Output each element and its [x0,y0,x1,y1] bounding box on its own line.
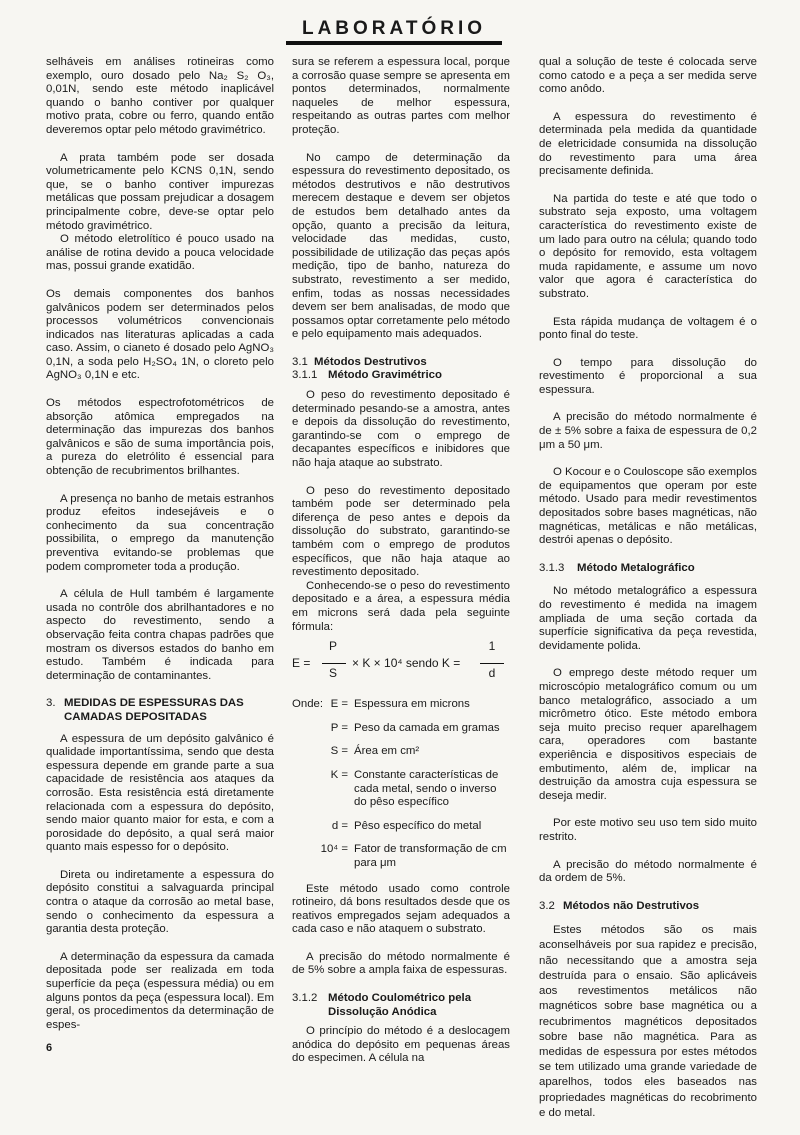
paragraph: A presença no banho de metais estranhos produz efeitos indesejáveis e o conhecimento da sua concentração possibilita, o emprego da manutenção preventiva evitando-se problemas que podem comprometer toda a produção. [46,492,274,573]
formula-definitions [292,698,510,870]
paragraph: A precisão do método normalmente é de 5% sobre a ampla faixa de espessuras. [292,950,510,977]
paragraph: No método metalográfico a espessura do revestimento é medida na imagem ampliada de uma seção cortada da superfície significativa da peça revestida, devidamente polida. [539,585,757,652]
column-1 [46,56,274,1046]
fraction-bar [480,663,504,664]
paragraph: Os demais componentes dos banhos galvânicos podem ser determinados pelos processos volumétricos convencionais indicados nas literaturas aplicadas a cada caso. Assim, o cianeto é dosado pelo AgNO₃ 0,1N, a soda pelo H₂SO₄ 1N, o cloreto pelo AgNO₃ 0,1N e etc. [46,287,274,382]
fraction-bar [322,663,346,664]
paragraph: qual a solução de teste é colocada serve como catodo e a peça a ser medida serve como anôdo. [539,56,757,96]
thickness-formula [292,640,510,688]
paragraph: Conhecendo-se o peso do revestimento depositado e a área, a espessura média em microns será dada pela seguinte fórmula: [292,579,510,633]
paragraph: O emprego deste método requer um microscópio metalográfico comum ou um banco metalográfico, associado a um micrômetro ótico. Este método embora seja muito preciso requer aparelhagem cara, operadores com bastante experiência e dispositivos especiais de embutimento, além de, implicar na destruição da amostra cuja espessura se deseja medir. [539,667,757,802]
definition-text: Peso da camada em gramas [354,721,500,734]
paragraph: A precisão do método normalmente é da ordem de 5%. [539,858,757,885]
heading-number: 3.1.2 [292,992,318,1005]
definition-row [292,820,510,834]
definition-row [292,745,510,759]
paragraph: O princípio do método é a deslocagem anódica do depósito em pequenas áreas do especimen. A célula na [292,1025,510,1065]
page-number: 6 [46,1042,53,1054]
paragraph: Os métodos espectrofotométricos de absorção atômica empregados na determinação das impurezas dos banhos galvânicos e são de suma importância pois, a pureza do eletrólito é essencial para obtenção de recubrimentos brilhantes. [46,397,274,478]
definitions-label: Onde: [292,698,324,711]
section-header: LABORATÓRIO [301,18,487,39]
section-heading-3-1-3 [539,562,757,576]
paragraph: O peso do revestimento depositado também pode ser determinado pela diferença de peso antes e depois da dissolução do substrato, garantindo-se também com o emprego de produtos específicos, que não haja ataque ao revestimento depositado. [292,484,510,579]
formula-k-denominator: d [488,666,496,681]
definition-row [292,843,510,870]
formula-k-numerator: 1 [488,639,496,654]
definition-row [292,698,510,712]
paragraph: A prata também pode ser dosada volumetricamente pelo KCNS 0,1N, sendo que, se o banho contiver impurezas metálicas que possam prejudicar a dosagem principalmente cobre, deve-se optar pelo método gravimétrico. [46,151,274,232]
column-2 [292,56,510,1080]
heading-line: MEDIDAS DE ESPESSURAS DAS [64,697,244,710]
section-heading-3-1 [292,356,510,370]
definition-text: Fator de transformação de cm para μm [354,843,507,869]
formula-middle: × K × 10⁴ sendo K = [352,656,461,671]
heading-text: Métodos Destrutivos [314,355,427,368]
heading-number: 3. [46,697,56,710]
paragraph: A espessura do revestimento é determinada pela medida da quantidade de eletricidade consumida na dissolução do revestimento para uma área precisamente definida. [539,110,757,178]
paragraph: O método eletrolítico é pouco usado na análise de rotina devido a pouca velocidade mas, possui grande exatidão. [46,233,274,273]
column-3 [539,56,757,1135]
definition-text: Área em cm² [354,745,420,758]
paragraph: Por este motivo seu uso tem sido muito restrito. [539,817,757,843]
paragraph: A precisão do método normalmente é de ± 5% sobre a faixa de espessura de 0,2 μm a 50 μm. [539,411,757,451]
heading-number: 3.1.3 [539,561,565,574]
paragraph: Na partida do teste e até que todo o substrato seja exposto, uma voltagem característica do revestimento existe de um lado para outro na célula; quando todo o depósito for removido, esta voltagem muda rapidamente, e assume um novo valor que agora é característica do substrato. [539,192,757,300]
definition-symbol: 10⁴ = [320,843,348,856]
paragraph: Este método usado como controle rotineiro, dá bons resultados desde que os reativos empregados sejam adequados a cada caso e não ataquem o substrato. [292,882,510,936]
section-heading-3-2 [539,900,757,914]
heading-number: 3.1 [292,355,308,368]
paragraph: O Kocour e o Couloscope são exemplos de equipamentos que operam por este método. Usado para medir revestimentos depositados sobre bases magnéticas, não magnéticas, metálicas e não metálicas, destrói apenas o depósito. [539,466,757,547]
heading-number: 3.1.1 [292,369,318,382]
paragraph: Estes métodos são os mais aconselháveis por sua rapidez e precisão, não necessitando que a amostra seja destruída para o ensaio. São aplicáveis aos revestimentos metálicos não magnéticos sobre base magnética ou a recubrimentos magnéticos depositados sobre base não magnética. Para as medidas de espessura por estes métodos se tem utilizado uma grande variedade de aparelhos, todos eles baseados nas propriedades magnéticas do recobrimento e do metal. [539,924,757,1119]
definition-symbol: K = [330,768,348,781]
paragraph: A célula de Hull também é largamente usada no contrôle dos abrilhantadores e no aspecto do revestimento, sendo a observação feita contra chapas padrões que mostram os diversos estados do banho em estudo. Também é indicada para determinação de contaminantes. [46,588,274,682]
paragraph: Direta ou indiretamente a espessura do depósito constitui a salvaguarda principal contra o ataque da corrosão ao metal base, sendo o conhecimento da espessura a garantia desta proteção. [46,868,274,936]
paragraph: O peso do revestimento depositado é determinado pesando-se a amostra, antes e depois da dissolução do revestimento, garantindo-se com o emprego de decapantes específicos e inibidores que não haja ataque ao substrato. [292,389,510,470]
definition-symbol: E = [330,698,348,711]
header-rule [286,41,502,45]
definition-row [292,722,510,736]
heading-text: Método Gravimétrico [328,369,442,382]
paragraph: No campo de determinação da espessura do revestimento depositado, os métodos destrutivos e não destrutivos merecem destaque e devem ser objetos de estudos bem detalhado antes da opção, quanto a precisão da leitura, velocidade das medidas, custo, possibilidade de utilização das peças após medição, tipo de banho, natureza do substrato, revestimento a ser medido, enfim, todas as nossas necessidades devem ser bem analisadas, de modo que possamos optar corretamente pelo método e pelo equipamento mais adequados. [292,151,510,341]
formula-denominator: S [328,666,337,681]
definition-text: Constante características de cada metal, sendo o inverso do pêso específico [354,768,499,809]
heading-line: Método Coulométrico pela [328,992,472,1005]
section-heading-3-1-2 [292,992,510,1019]
formula-numerator: P [328,639,337,654]
heading-text: Métodos não Destrutivos [563,899,700,912]
definition-text: Espessura em microns [354,698,470,711]
paragraph: A espessura de um depósito galvânico é qualidade importantíssima, sendo que desta espessura depende em grande parte a sua capacidade de resistência aos ataques da corrosão. Esta resistência está diretamente relacionada com a espessura do depósito, sendo maior quanto maior for esta, e com a porosidade do depósito, a qual será maior quanto mais espesso for o depósito. [46,732,274,854]
definition-symbol: d = [331,819,348,832]
paragraph: O tempo para dissolução do revestimento é proporcional a sua espessura. [539,356,757,396]
heading-number: 3.2 [539,899,555,912]
paragraph: selháveis em análises rotineiras como exemplo, ouro dosado pelo Na₂ S₂ O₃, 0,01N, sendo este método inaplicável quando o banho contiver por qualquer motivo prata, cobre ou ferro, quando então deveremos optar pelo método gravimétrico. [46,56,274,136]
heading-line: Dissolução Anódica [328,1005,437,1018]
section-heading-3 [46,697,274,724]
section-heading-3-1-1 [292,369,510,383]
definition-symbol: P = [330,721,348,734]
heading-line: CAMADAS DEPOSITADAS [64,710,207,723]
heading-text: Método Metalográfico [577,561,695,574]
paragraph: sura se referem a espessura local, porque a corrosão quase sempre se apresenta em pontos determinados, normalmente naqueles de melhor espessura, respeitando as outras partes com melhor proteção. [292,56,510,136]
definition-symbol: S = [330,745,348,758]
paragraph: A determinação da espessura da camada depositada pode ser realizada em toda superfície da peça (espessura média) ou em alguns pontos da peça (espessura local). Em geral, os procedimentos da determinação de espes- [46,950,274,1031]
paragraph: Esta rápida mudança de voltagem é o ponto final do teste. [539,315,757,342]
formula-lhs: E = [292,656,311,671]
definition-text: Pêso específico do metal [354,819,482,832]
definition-row [292,769,510,810]
